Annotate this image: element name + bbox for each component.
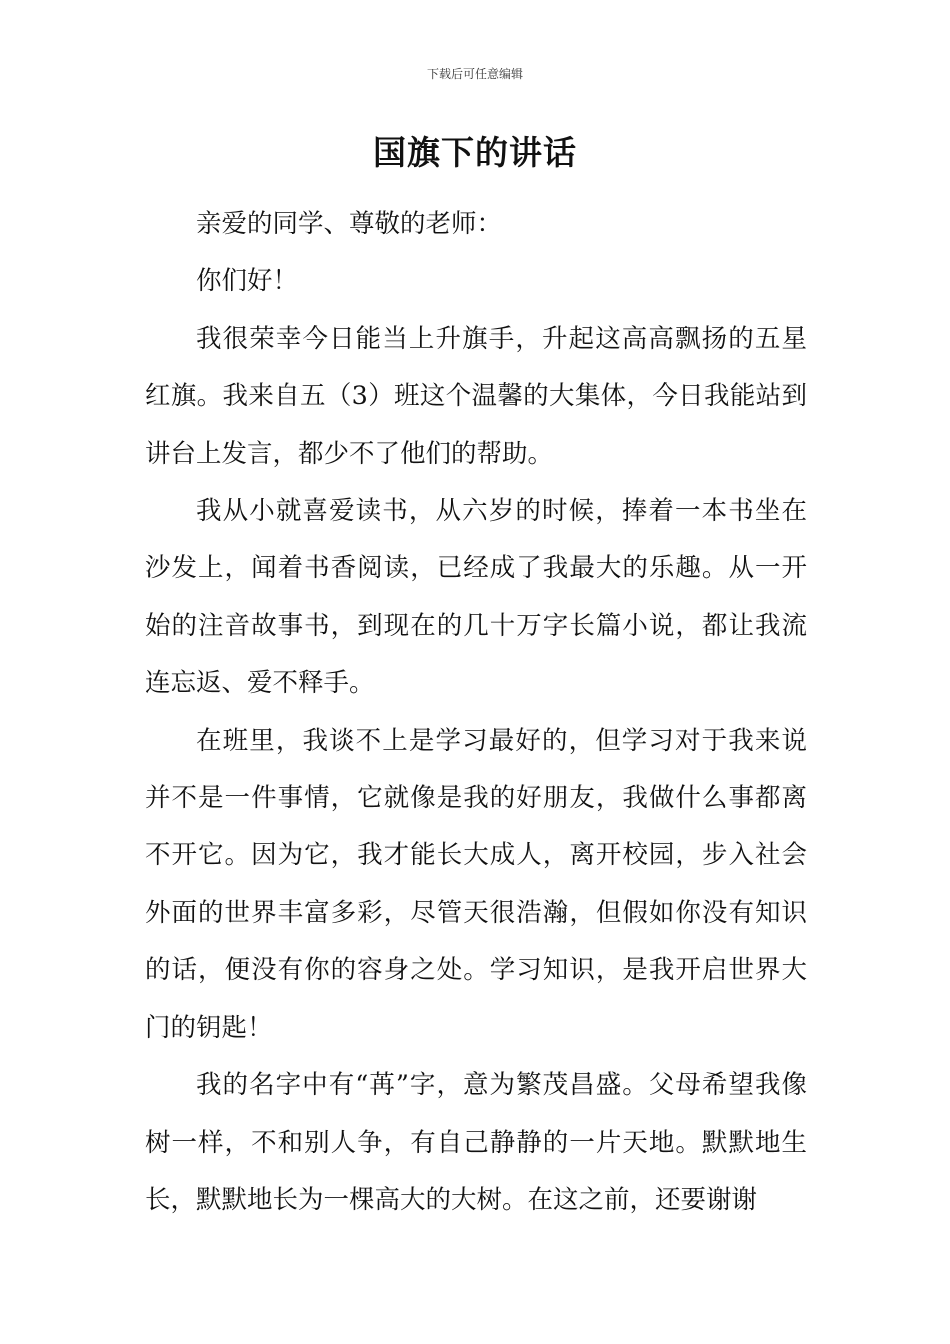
header-note: 下载后可任意编辑 [426, 67, 523, 81]
paragraph-flag-raiser: 我很荣幸今日能当上升旗手，升起这高高飘扬的五星红旗。我来自五（3）班这个温馨的大集体，今日我能站到讲台上发言，都少不了他们的帮助。 [145, 323, 807, 469]
paragraph-reading: 我从小就喜爱读书，从六岁的时候，捧着一本书坐在沙发上，闻着书香阅读，已经成了我最大的乐趣。从一开始的注音故事书，到现在的几十万字长篇小说，都让我流连忘返、爱不释手。 [145, 496, 807, 699]
paragraph-learning: 在班里，我谈不上是学习最好的，但学习对于我来说并不是一件事情，它就像是我的好朋友，我做什么事都离不开它。因为它，我才能长大成人，离开校园，步入社会外面的世界丰富多彩，尽管天很浩瀚，但假如你没有知识的话，便没有你的容身之处。学习知识，是我开启世界大门的钥匙！ [145, 725, 807, 1043]
paragraph-greeting: 你们好！ [196, 266, 299, 297]
paragraph-name-meaning: 我的名字中有“苒”字，意为繁茂昌盛。父母希望我像树一样，不和别人争，有自己静静的一片天地。默默地生长，默默地长为一棵高大的大树。在这之前，还要谢谢 [145, 1070, 807, 1215]
paragraph-salutation: 亲爱的同学、尊敬的老师： [196, 209, 503, 239]
document-body [145, 196, 807, 1229]
document-title: 国旗下的讲话 [373, 133, 577, 172]
